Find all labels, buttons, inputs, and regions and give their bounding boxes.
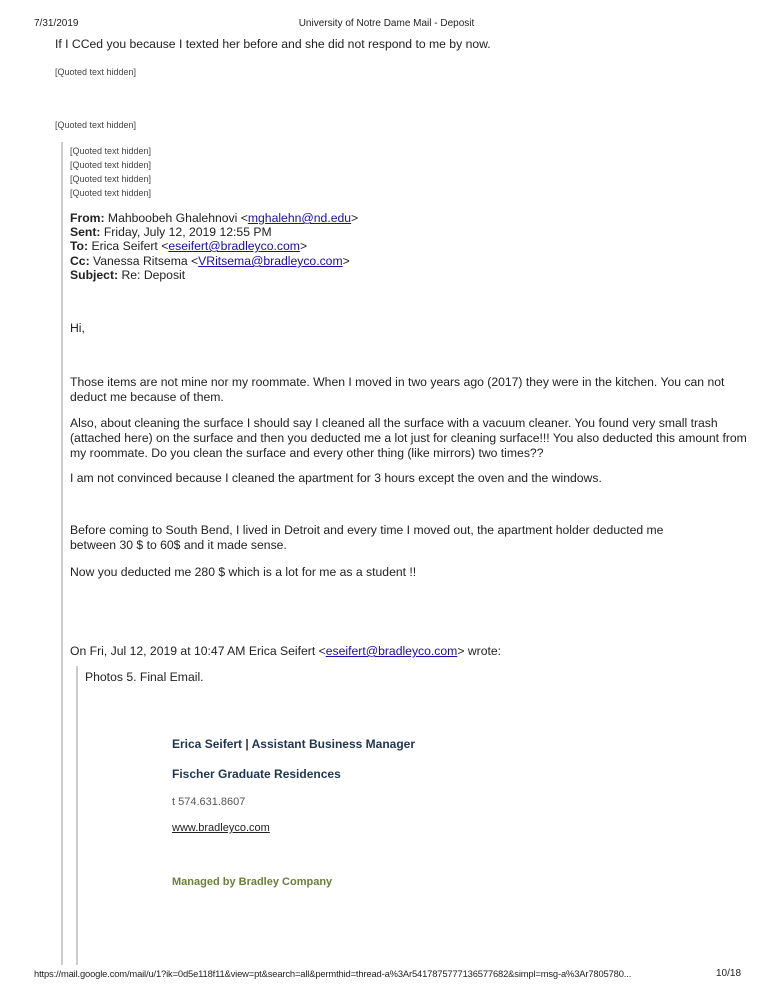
quote-bar-outer <box>61 142 63 965</box>
quoted-text-hidden[interactable]: [Quoted text hidden] <box>70 160 152 170</box>
quoted-text-hidden[interactable]: [Quoted text hidden] <box>55 67 137 77</box>
to-email-link[interactable]: eseifert@bradleyco.com <box>168 239 300 253</box>
sent-label: Sent: <box>70 225 101 239</box>
attribution-suffix: > wrote: <box>457 644 502 658</box>
quoted-text-hidden[interactable]: [Quoted text hidden] <box>70 174 152 184</box>
inner-quote-text: Photos 5. Final Email. <box>85 670 204 684</box>
header-sent <box>70 225 272 240</box>
cc-name: Vanessa Ritsema <box>93 254 188 268</box>
signature-name-title: Erica Seifert | Assistant Business Manager <box>172 737 416 751</box>
message-line: If I CCed you because I texted her before and she did not respond to me by now. <box>55 37 491 51</box>
reply-attribution <box>70 644 501 659</box>
from-label: From: <box>70 211 105 225</box>
signature-org: Fischer Graduate Residences <box>172 767 341 781</box>
quoted-text-hidden[interactable]: [Quoted text hidden] <box>55 120 137 130</box>
print-url: https://mail.google.com/mail/u/1?ik=0d5e118f11&view=pt&search=all&permthid=thread-a%3Ar5417875777136577682&simpl=msg-a%3Ar7805780... <box>34 968 632 979</box>
signature-phone: t 574.631.8607 <box>172 796 246 808</box>
paragraph: Before coming to South Bend, I lived in Detroit and every time I moved out, the apartment holder deducted me between 30 $ to 60$ and it made sense. <box>70 523 664 552</box>
quote-bar-inner <box>76 666 78 965</box>
sent-value: Friday, July 12, 2019 12:55 PM <box>103 225 272 239</box>
print-date: 7/31/2019 <box>34 18 79 29</box>
attribution-prefix: On Fri, Jul 12, 2019 at 10:47 AM Erica Seifert < <box>70 644 326 658</box>
from-name: Mahboobeh Ghalehnovi <box>107 211 238 225</box>
quoted-text-hidden[interactable]: [Quoted text hidden] <box>70 188 152 198</box>
header-cc: Cc: Vanessa Ritsema <VRitsema@bradleyco.com> <box>70 254 350 268</box>
subject-label: Subject: <box>70 268 119 282</box>
print-title: University of Notre Dame Mail - Deposit <box>298 18 475 29</box>
signature-managed-by: Managed by Bradley Company <box>172 876 333 888</box>
print-page-number: 10/18 <box>716 968 742 979</box>
quoted-text-hidden[interactable]: [Quoted text hidden] <box>70 146 152 156</box>
header-from: From: Mahboobeh Ghalehnovi <mghalehn@nd.edu> <box>70 211 359 225</box>
paragraph: Those items are not mine nor my roommate. When I moved in two years ago (2017) they were in the kitchen. You can not deduct me because of them. <box>70 375 725 404</box>
paragraph: Now you deducted me 280 $ which is a lot for me as a student !! <box>70 565 417 579</box>
subject-value: Re: Deposit <box>121 268 186 282</box>
signature-website-link[interactable]: www.bradleyco.com <box>172 822 270 834</box>
cc-label: Cc: <box>70 254 90 268</box>
attribution-email-link[interactable]: eseifert@bradleyco.com <box>325 644 458 658</box>
cc-email-link[interactable]: VRitsema@bradleyco.com <box>198 254 343 268</box>
from-email-link[interactable]: mghalehn@nd.edu <box>247 211 352 225</box>
to-name: Erica Seifert <box>91 239 158 253</box>
to-label: To: <box>70 239 89 253</box>
header-to: To: Erica Seifert <eseifert@bradleyco.com> <box>70 239 308 253</box>
greeting: Hi, <box>70 321 85 335</box>
paragraph: Also, about cleaning the surface I should say I cleaned all the surface with a vacuum cleaner. You found very small trash (attached here) on the surface and then you deducted me a lot just for cleaning surface!!! You also deducted this amount from my roommate. Do you clean the surface and every other thing (like mirrors) two times?? <box>70 416 747 460</box>
header-subject <box>70 268 185 283</box>
paragraph: I am not convinced because I cleaned the apartment for 3 hours except the oven and the windows. <box>70 471 602 485</box>
